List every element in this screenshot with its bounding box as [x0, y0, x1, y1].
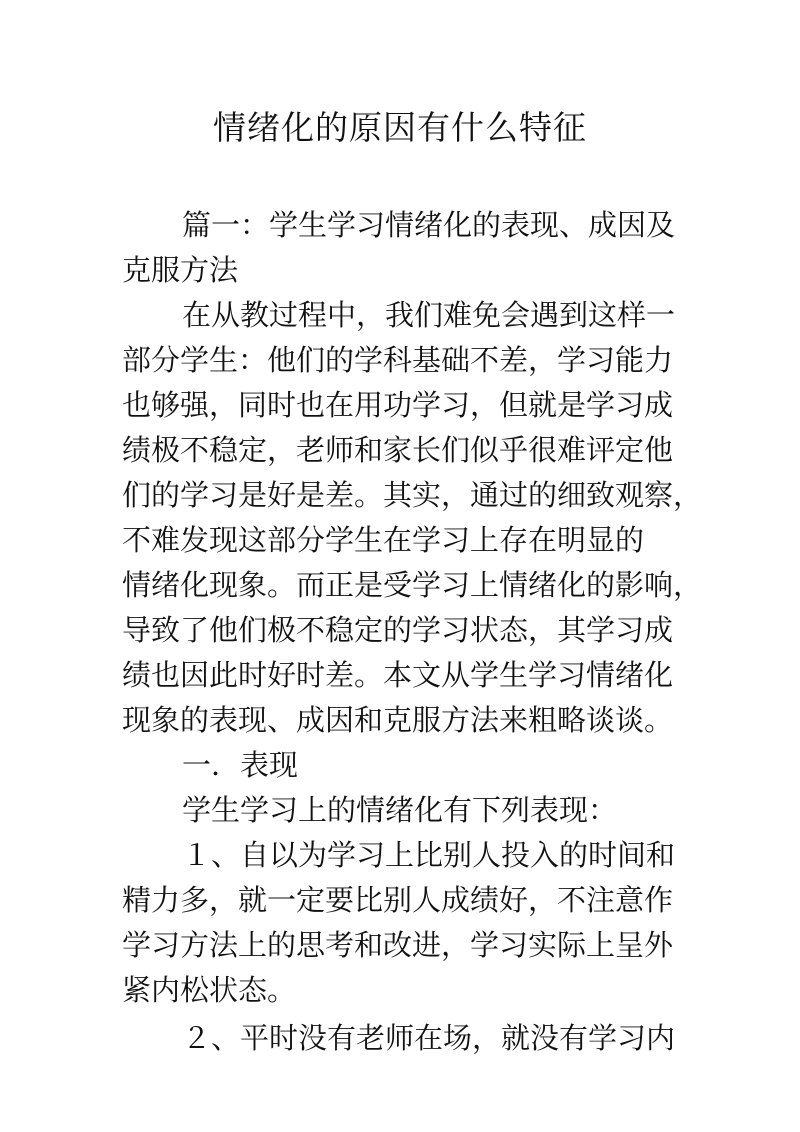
- paragraph-line: 情绪化现象。而正是受学习上情绪化的影响，: [122, 568, 703, 602]
- list-item-line: 精力多，就一定要比别人成绩好，不注意作: [122, 883, 674, 917]
- heading-line-1: 篇一：学生学习情绪化的表现、成因及: [182, 208, 676, 242]
- paragraph-line: 绩也因此时好时差。本文从学生学习情绪化: [122, 658, 674, 692]
- paragraph-line: 也够强，同时也在用功学习，但就是学习成: [122, 388, 674, 422]
- paragraph-line: 在从教过程中，我们难免会遇到这样一: [182, 298, 676, 332]
- paragraph-line: 部分学生：他们的学科基础不差，学习能力: [122, 343, 674, 377]
- heading-line-2: 克服方法: [122, 253, 239, 287]
- paragraph-line: 绩极不稳定，老师和家长们似乎很难评定他: [122, 433, 674, 467]
- section-heading: 一．表现: [182, 748, 299, 782]
- paragraph-line: 学生学习上的情绪化有下列表现：: [182, 793, 618, 827]
- document-title: 情绪化的原因有什么特征: [213, 108, 587, 147]
- list-item-line: 学习方法上的思考和改进，学习实际上呈外: [122, 928, 674, 962]
- list-item-line: ２、平时没有老师在场，就没有学习内: [182, 1021, 676, 1055]
- list-item-line: 紧内松状态。: [122, 973, 297, 1007]
- list-item-line: １、自以为学习上比别人投入的时间和: [182, 838, 676, 872]
- paragraph-line: 导致了他们极不稳定的学习状态，其学习成: [122, 613, 674, 647]
- paragraph-line: 不难发现这部分学生在学习上存在明显的: [122, 523, 645, 557]
- paragraph-line: 现象的表现、成因和克服方法来粗略谈谈。: [122, 703, 674, 737]
- paragraph-line: 们的学习是好是差。其实，通过的细致观察，: [122, 478, 703, 512]
